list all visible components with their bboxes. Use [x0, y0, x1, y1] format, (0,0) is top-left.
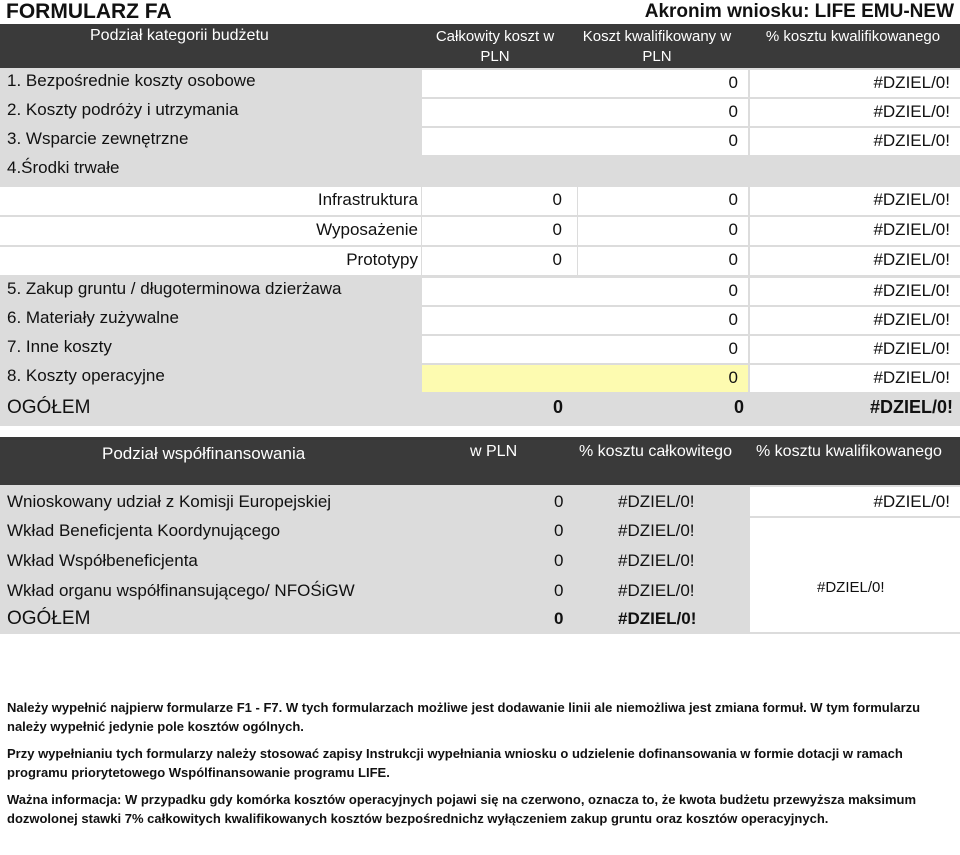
cofinancing-row: [0, 546, 960, 576]
header-eligible-cost: Koszt kwalifikowany w PLN: [582, 28, 732, 65]
operating-cost-cell[interactable]: 0: [422, 365, 748, 392]
pln-value: 0: [554, 492, 564, 511]
note-fill-forms: Należy wypełnić najpierw formularze F1 - F7. W tych formularzach możliwe jest dodawanie linii ale niemożliwa jest zmiana formuł. W tym formularzu należy wypełnić jedynie pole kosztów ogólnych.: [7, 700, 921, 734]
budget-subrow: [0, 187, 960, 217]
budget-row: [0, 126, 960, 155]
budget-total-row: [0, 392, 960, 424]
header-pct-eligible: % kosztu kwalifikowanego: [756, 443, 942, 460]
pct-total-value: #DZIEL/0!: [618, 551, 695, 570]
budget-table-header: [0, 24, 960, 68]
total-cost-cell[interactable]: 0: [422, 217, 577, 245]
cofinancing-row: [0, 516, 960, 546]
pct-total-value: #DZIEL/0!: [618, 581, 695, 600]
budget-row-label: 2. Koszty podróży i utrzymania: [7, 100, 239, 119]
pct-eligible-cell: #DZIEL/0!: [750, 278, 960, 305]
note-important: Ważna informacja: W przypadku gdy komórka kosztów operacyjnych pojawi się na czerwono, oznacza to, że kwota budżetu przewyższa maksimum dozwolonej stawki 7% całkowitych kwalifikowanych kosztów bezpośrednichz wyłączeniem zakup gruntu oraz kosztów operacyjnych.: [7, 792, 917, 826]
header-budget-category: Podział kategorii budżetu: [90, 27, 269, 44]
subrow-label: Wyposażenie: [0, 217, 421, 245]
pct-eligible-cell: #DZIEL/0!: [750, 70, 960, 97]
pct-eligible-cell: #DZIEL/0!: [750, 336, 960, 363]
total-label: OGÓŁEM: [7, 397, 91, 418]
cofinancing-row: [0, 576, 960, 606]
instructions-notes: [7, 698, 957, 836]
form-title: FORMULARZ FA: [6, 0, 172, 23]
subrow-label: Prototypy: [0, 247, 421, 275]
eligible-cost-sum: 0: [734, 397, 745, 417]
eligible-cost-cell[interactable]: 0: [578, 217, 748, 245]
header-pct-total: % kosztu całkowitego: [579, 443, 732, 460]
cofinancing-row-label: Wkład Współbeneficjenta: [7, 551, 198, 570]
eligible-cost-cell[interactable]: 0: [422, 128, 748, 155]
budget-row-label: 6. Materiały zużywalne: [7, 308, 179, 327]
pct-eligible-cell: #DZIEL/0!: [750, 247, 960, 275]
budget-row-label: 5. Zakup gruntu / długoterminowa dzierżawa: [7, 279, 342, 298]
header-cofinancing: Podział współfinansowania: [102, 444, 306, 463]
budget-row: [0, 68, 960, 97]
pln-value: 0: [554, 551, 564, 570]
budget-subrow: [0, 247, 960, 276]
pln-value: 0: [554, 581, 564, 600]
eligible-cost-cell[interactable]: 0: [578, 247, 748, 275]
pct-total-value: #DZIEL/0!: [618, 492, 695, 511]
pct-eligible-cell: #DZIEL/0!: [750, 307, 960, 334]
budget-row-label: 1. Bezpośrednie koszty osobowe: [7, 71, 256, 90]
eligible-cost-cell[interactable]: 0: [422, 99, 748, 126]
budget-row-label: 7. Inne koszty: [7, 337, 112, 356]
eligible-cost-cell[interactable]: 0: [422, 70, 748, 97]
project-acronym: Akronim wniosku: LIFE EMU-NEW: [644, 1, 954, 22]
pln-total: 0: [554, 609, 564, 628]
budget-row: [0, 363, 960, 392]
pct-eligible-cell: #DZIEL/0!: [750, 99, 960, 126]
cofinancing-table-header: [0, 437, 960, 485]
cofinancing-row-label: Wnioskowany udział z Komisji Europejskiej: [7, 492, 332, 511]
eligible-cost-cell[interactable]: 0: [422, 307, 748, 334]
budget-row: [0, 305, 960, 334]
cofinancing-row-label: Wkład Beneficjenta Koordynującego: [7, 521, 281, 540]
pct-eligible-cell: #DZIEL/0!: [750, 128, 960, 155]
pct-eligible-cell: #DZIEL/0!: [750, 365, 960, 392]
budget-row: [0, 276, 960, 305]
header-total-cost: Całkowity koszt w PLN: [435, 28, 555, 65]
header-pln: w PLN: [470, 443, 518, 460]
pct-total-sum: #DZIEL/0!: [618, 609, 697, 628]
budget-row: [0, 97, 960, 126]
eligible-cost-cell[interactable]: 0: [422, 336, 748, 363]
budget-row: [0, 334, 960, 363]
pct-eligible-cell: #DZIEL/0!: [750, 217, 960, 245]
cofinancing-table: [0, 485, 960, 634]
pct-eligible-sum: #DZIEL/0!: [869, 397, 953, 417]
budget-row-label: 3. Wsparcie zewnętrzne: [7, 129, 189, 148]
total-cost-sum: 0: [553, 397, 564, 417]
budget-subrow: [0, 217, 960, 247]
pct-total-value: #DZIEL/0!: [618, 521, 695, 540]
ec-pct-eligible-cell: #DZIEL/0!: [750, 487, 960, 516]
total-cost-cell[interactable]: 0: [422, 187, 577, 215]
total-cost-cell[interactable]: 0: [422, 247, 577, 275]
cofinancing-row-label: Wkład organu współfinansującego/ NFOŚiGW: [7, 581, 355, 600]
merged-pct-eligible-cell: #DZIEL/0!: [750, 518, 960, 632]
note-instructions: Przy wypełnianiu tych formularzy należy stosować zapisy Instrukcji wypełniania wniosku o udzielenie dofinansowania w formie dotacji w ramach programu priorytetowego Wspólfinansowanie programu LIFE.: [7, 746, 903, 780]
eligible-cost-cell[interactable]: 0: [422, 278, 748, 305]
header-pct-eligible: % kosztu kwalifikowanego: [765, 28, 941, 45]
eligible-cost-cell[interactable]: 0: [578, 187, 748, 215]
cofinancing-row: [0, 485, 960, 516]
budget-row-label: 8. Koszty operacyjne: [7, 366, 165, 385]
subrow-label: Infrastruktura: [0, 187, 421, 215]
budget-row-label: 4.Środki trwałe: [7, 158, 120, 177]
cofinancing-total-row: [0, 606, 960, 634]
pln-value: 0: [554, 521, 564, 540]
cofinancing-total-label: OGÓŁEM: [7, 608, 91, 629]
budget-table: [0, 68, 960, 426]
budget-row: [0, 155, 960, 183]
pct-eligible-cell: #DZIEL/0!: [750, 187, 960, 215]
